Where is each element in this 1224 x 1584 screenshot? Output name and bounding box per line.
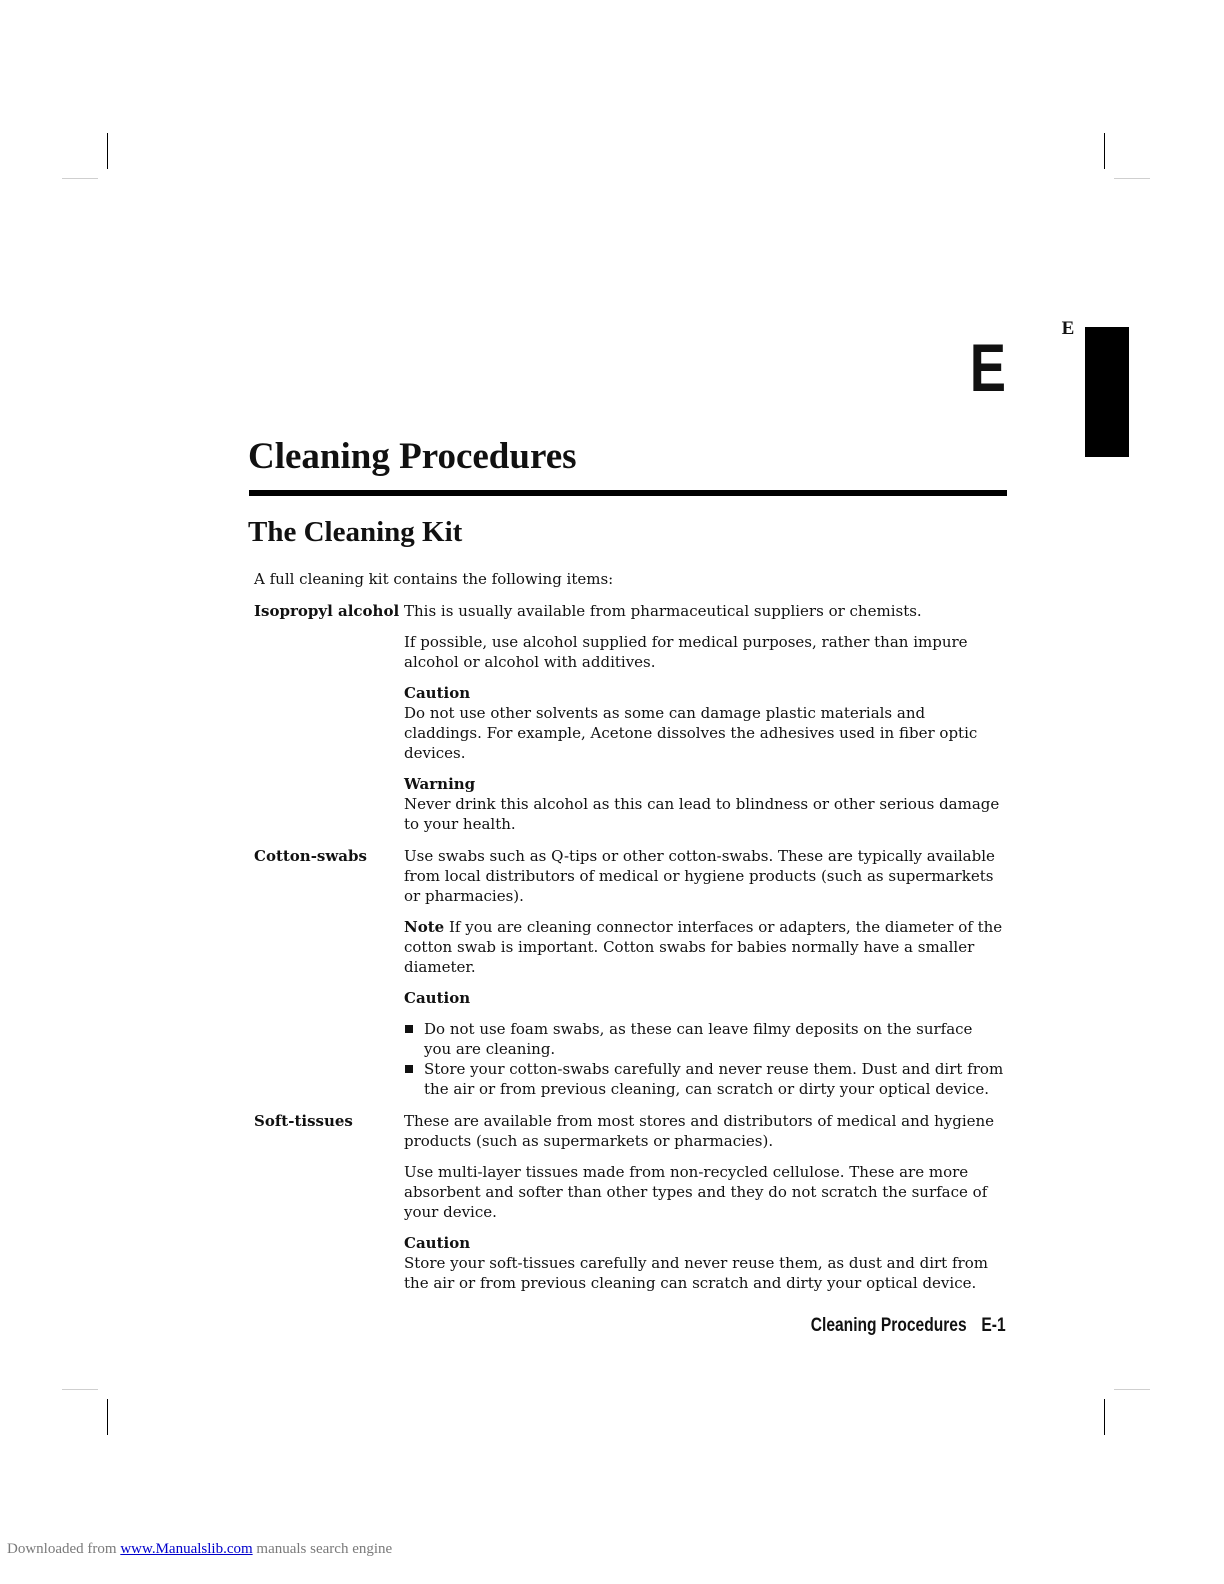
chapter-letter: E xyxy=(969,330,1006,406)
bullet-square-icon xyxy=(405,1065,413,1073)
manualslib-link[interactable]: www.Manualslib.com xyxy=(120,1541,253,1557)
crop-mark-top-right xyxy=(1104,133,1105,169)
page-footer xyxy=(811,1315,1006,1337)
warning-label: Warning xyxy=(404,775,476,793)
thumb-tab-letter: E xyxy=(1061,318,1075,339)
caution-label: Caution xyxy=(404,1234,471,1252)
kit-item-cotton-swabs xyxy=(254,846,1014,1110)
caution-label: Caution xyxy=(404,989,471,1007)
caution-text: Store your soft-tissues carefully and never reuse them, as dust and dirt from the air or from previous cleaning can scratch and dirty your optical device. xyxy=(404,1254,988,1292)
crop-mark-bottom-right xyxy=(1104,1399,1105,1435)
thumb-tab-block xyxy=(1085,327,1129,457)
note-text: If you are cleaning connector interfaces or adapters, the diameter of the cotton swab is important. Cotton swabs for babies normally have a smaller diameter. xyxy=(404,918,1003,976)
note-label: Note xyxy=(404,918,445,936)
caution-text: Do not use other solvents as some can damage plastic materials and claddings. For example, Acetone dissolves the adhesives used in fiber optic devices. xyxy=(404,704,978,762)
caution-bullet-list xyxy=(404,1019,1004,1099)
item-paragraph: This is usually available from pharmaceutical suppliers or chemists. xyxy=(404,602,922,620)
crop-mark-top-left-h xyxy=(62,178,98,179)
warning-text: Never drink this alcohol as this can lead to blindness or other serious damage to your health. xyxy=(404,795,1000,833)
caution-label: Caution xyxy=(404,684,471,702)
crop-mark-top-left xyxy=(107,133,108,169)
download-notice xyxy=(7,1541,392,1558)
item-description xyxy=(404,1111,1004,1304)
item-paragraph: If possible, use alcohol supplied for medical purposes, rather than impure alcohol or alcohol with additives. xyxy=(404,633,968,671)
section-title: The Cleaning Kit xyxy=(248,516,463,548)
item-paragraph: Use swabs such as Q-tips or other cotton-swabs. These are typically available from local distributors of medical or hygiene products (such as supermarkets or pharmacies). xyxy=(404,847,995,905)
crop-mark-bottom-left xyxy=(107,1399,108,1435)
caution-block xyxy=(404,1233,1004,1293)
page-number: E-1 xyxy=(981,1315,1006,1336)
content xyxy=(254,569,1014,1304)
warning-block xyxy=(404,774,1004,834)
item-paragraph: Use multi-layer tissues made from non-recycled cellulose. These are more absorbent and softer than other types and they do not scratch the surface of your device. xyxy=(404,1163,988,1221)
item-description xyxy=(404,846,1004,1110)
crop-mark-bottom-right-h xyxy=(1114,1389,1150,1390)
caution-block xyxy=(404,683,1004,763)
crop-mark-top-right-h xyxy=(1114,178,1150,179)
download-prefix: Downloaded from xyxy=(7,1541,121,1557)
chapter-rule xyxy=(249,490,1007,496)
intro-text: A full cleaning kit contains the following items: xyxy=(254,570,614,588)
note-block xyxy=(404,917,1004,977)
crop-mark-bottom-left-h xyxy=(62,1389,98,1390)
bullet-square-icon xyxy=(405,1025,413,1033)
kit-item-soft-tissues xyxy=(254,1111,1014,1304)
footer-title: Cleaning Procedures xyxy=(811,1315,967,1336)
kit-item-isopropyl-alcohol xyxy=(254,601,1014,845)
item-paragraph: These are available from most stores and distributors of medical and hygiene products (such as supermarkets or pharmacies). xyxy=(404,1112,995,1150)
item-term: Soft-tissues xyxy=(254,1112,353,1130)
chapter-title: Cleaning Procedures xyxy=(248,436,577,477)
bullet-item: Do not use foam swabs, as these can leave filmy deposits on the surface you are cleaning. xyxy=(404,1019,1004,1059)
download-suffix: manuals search engine xyxy=(252,1541,393,1557)
item-description xyxy=(404,601,1004,845)
item-term: Isopropyl alcohol xyxy=(254,602,400,620)
item-term: Cotton-swabs xyxy=(254,847,367,865)
bullet-item: Store your cotton-swabs carefully and never reuse them. Dust and dirt from the air or from previous cleaning, can scratch or dirty your optical device. xyxy=(404,1059,1004,1099)
